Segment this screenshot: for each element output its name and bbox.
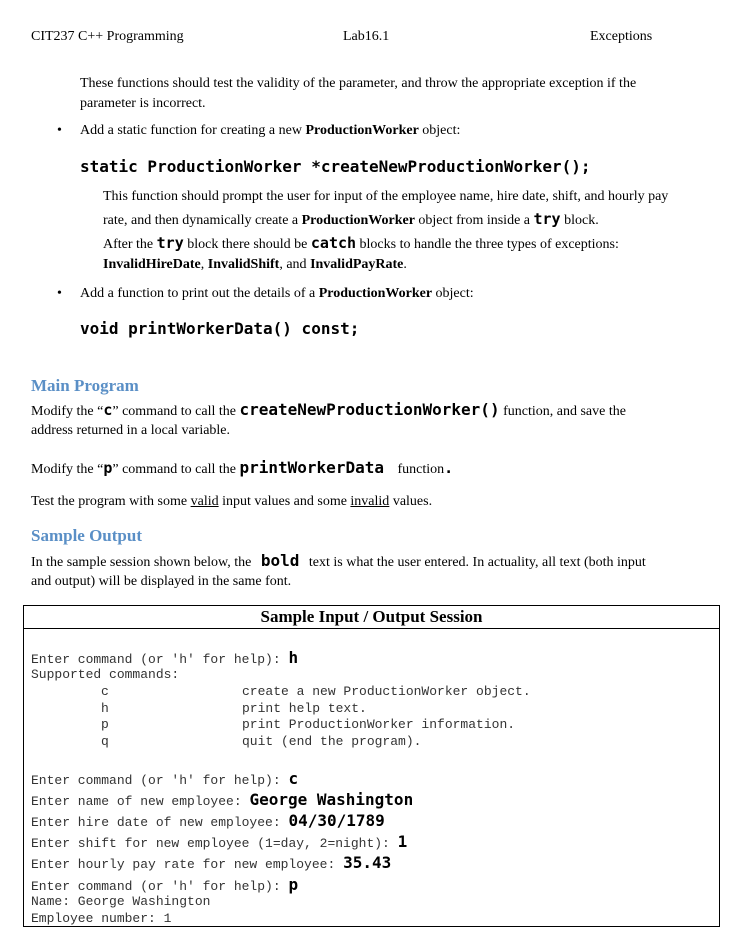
session-prompt-name: Enter name of new employee: George Washington [31,790,414,809]
command-desc-p: print ProductionWorker information. [242,717,516,732]
main-program-para-2: Modify the “p” command to call the printWorkerData function. [31,458,454,477]
create-function-signature: static ProductionWorker *createNewProductionWorker(); [80,157,591,176]
header-lab: Lab16.1 [343,29,390,44]
command-key-c: c [101,684,109,699]
command-desc-q: quit (end the program). [242,734,422,749]
command-desc-h: print help text. [242,701,367,716]
bullet-1-marker: • [57,123,62,138]
exception-list: InvalidHireDate, InvalidShift, and InvalidPayRate. [103,257,407,272]
intro-line-1: These functions should test the validity of the parameter, and throw the appropriate exception if the [80,76,637,91]
main-program-para-1-line-2: address returned in a local variable. [31,423,231,438]
bullet-2-text: Add a function to print out the details of a ProductionWorker object: [80,286,474,301]
bullet-1-text: Add a static function for creating a new ProductionWorker object: [80,123,461,138]
create-desc-line-3: After the try block there should be catch blocks to handle the three types of exceptions: [103,234,619,252]
main-program-heading: Main Program [31,376,139,395]
session-prompt-date: Enter hire date of new employee: 04/30/1789 [31,811,385,830]
session-prompt-1: Enter command (or 'h' for help): h [31,648,299,667]
bullet-2-marker: • [57,286,62,301]
command-key-h: h [101,701,109,716]
sample-output-para-line-2: and output) will be displayed in the same font. [31,574,292,589]
command-desc-c: create a new ProductionWorker object. [242,684,531,699]
command-key-p: p [101,717,109,732]
session-supported: Supported commands: [31,667,180,682]
session-title: Sample Input / Output Session [23,605,720,629]
session-prompt-3: Enter command (or 'h' for help): p [31,875,299,894]
create-desc-line-1: This function should prompt the user for input of the employee name, hire date, shift, and hourly pay [103,189,669,204]
main-program-para-1: Modify the “c” command to call the createNewProductionWorker() function, and save the [31,400,626,419]
print-function-signature: void printWorkerData() const; [80,319,360,338]
sample-output-heading: Sample Output [31,526,142,545]
main-program-para-3: Test the program with some valid input values and some invalid values. [31,494,433,509]
session-output-number: Employee number: 1 [31,911,172,926]
create-desc-line-2: rate, and then dynamically create a ProductionWorker object from inside a try block. [103,210,599,228]
session-output-name: Name: George Washington [31,894,211,909]
intro-line-2: parameter is incorrect. [80,96,206,111]
command-key-q: q [101,734,109,749]
session-prompt-pay: Enter hourly pay rate for new employee: 35.43 [31,853,392,872]
session-prompt-shift: Enter shift for new employee (1=day, 2=night): 1 [31,832,408,851]
header-topic: Exceptions [590,29,653,44]
header-course: CIT237 C++ Programming [31,29,184,44]
sample-output-para: In the sample session shown below, the bold text is what the user entered. In actuality, all text (both input [31,551,646,570]
session-prompt-2: Enter command (or 'h' for help): c [31,769,299,788]
